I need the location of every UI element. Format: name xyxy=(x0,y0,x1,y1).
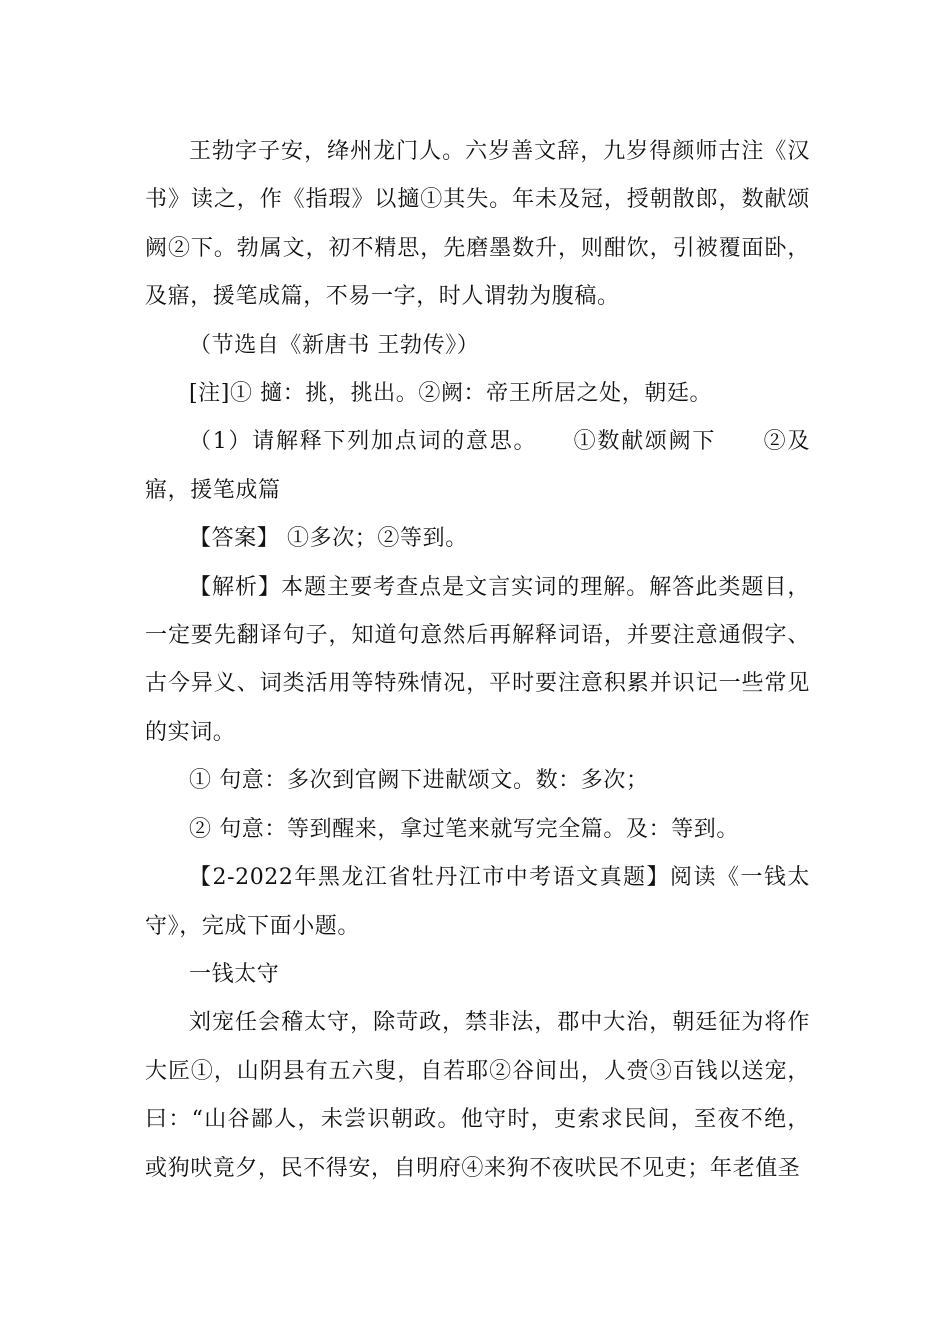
document-body xyxy=(145,128,810,1193)
question-1: （1）请解释下列加点词的意思。 ①数献颂阙下 ②及寤，援笔成篇 xyxy=(145,429,810,503)
analysis-point-2: ② 句意：等到醒来，拿过笔来就写完全篇。及：等到。 xyxy=(189,816,739,842)
passage-source: （节选自《新唐书 王勃传》） xyxy=(189,332,480,358)
passage-wang-bo: 王勃字子安，绛州龙门人。六岁善文辞，九岁得颜师古注《汉书》读之，作《指瑕》以擿①其失。年未及冠，授朝散郎，数献颂阙②下。勃属文，初不精思，先磨墨数升，则酣饮，引被覆面卧，及寤，援笔成篇，不易一字，时人谓勃为腹稿。 xyxy=(145,139,810,310)
passage-notes: [注]① 擿：挑，挑出。②阙：帝王所居之处，朝廷。 xyxy=(189,381,713,407)
analysis-1: 【解析】本题主要考查点是文言实词的理解。解答此类题目，一定要先翻译句子，知道句意然后再解释词语，并要注意通假字、古今异义、词类活用等特殊情况，平时要注意积累并识记一些常见的实词。 xyxy=(145,574,810,745)
answer-1: 【答案】 ①多次；②等到。 xyxy=(189,526,468,552)
passage-liu-chong: 刘宠任会稽太守，除苛政，禁非法，郡中大治，朝廷征为将作大匠①，山阴县有五六叟，自若耶②谷间出，人赍③百钱以送宠，曰：“山谷鄙人，未尝识朝政。他守时，吏索求民间，至夜不绝，或狗吠竟夕，民不得安，自明府④来狗不夜吠民不见吏；年老值圣 xyxy=(145,1010,810,1181)
analysis-point-1: ① 句意：多次到官阙下进献颂文。数：多次； xyxy=(189,768,649,794)
section-2-heading: 【2-2022年黑龙江省牡丹江市中考语文真题】阅读《一钱太守》，完成下面小题。 xyxy=(145,865,810,939)
passage-title: 一钱太守 xyxy=(189,961,280,987)
